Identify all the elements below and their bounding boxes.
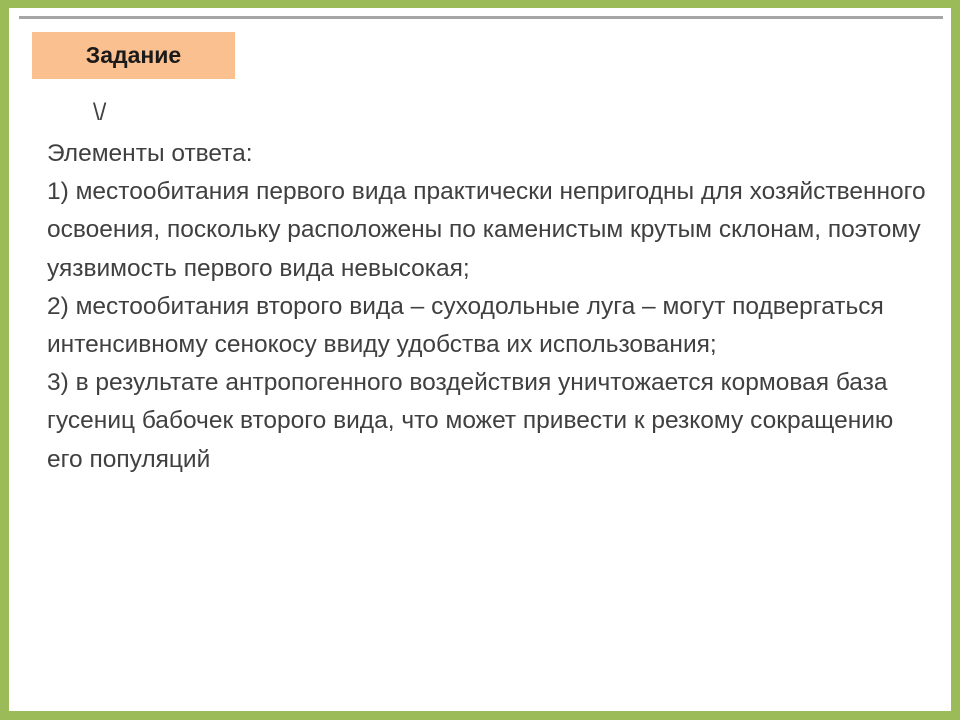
slide-frame <box>9 8 951 711</box>
top-divider <box>19 16 943 19</box>
answer-heading: Элементы ответа: <box>47 140 253 167</box>
clipped-text: \/ <box>93 99 107 126</box>
slide-title: Задание <box>85 42 182 68</box>
clipped-text-fragment <box>93 99 133 126</box>
answer-item-2: 2) местообитания второго вида – суходольные луга – могут подвергаться интенсивному сенокосу ввиду удобства их использования; <box>47 292 884 359</box>
title-box <box>32 32 235 79</box>
answer-elements <box>47 135 927 479</box>
answer-item-3: 3) в результате антропогенного воздействия уничтожается кормовая база гусениц бабочек второго вида, что может привести к резкому сокращению его популяций <box>47 369 894 473</box>
answer-item-1: 1) местообитания первого вида практически непригодны для хозяйственного освоения, поскольку расположены по каменистым крутым склонам, поэтому уязвимость первого вида невысокая; <box>47 178 926 282</box>
